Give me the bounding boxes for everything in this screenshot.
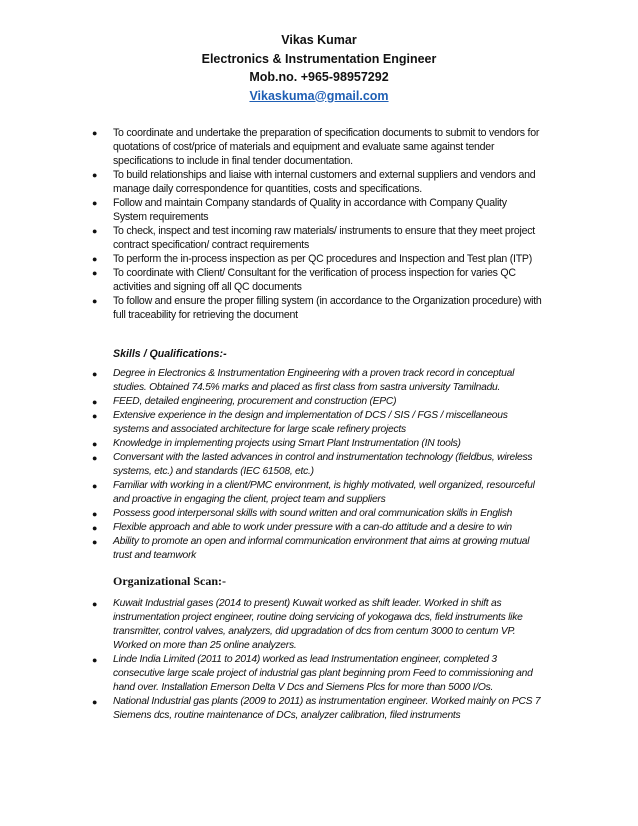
organization-item-text: Linde India Limited (2011 to 2014) worked as lead Instrumentation engineer, completed 3 consecutive large scale project of industrial gas plant beginning prom Feed to commissioning and hand over. Installation Emerson Delta V Dcs and Siemens Plcs for more than 5000 I/Os. bbox=[113, 654, 533, 693]
job-title: Electronics & Instrumentation Engineer bbox=[201, 51, 437, 66]
bullet-icon: ● bbox=[92, 411, 98, 421]
skill-item bbox=[0, 409, 543, 437]
bullet-icon: ● bbox=[92, 599, 98, 609]
email-link[interactable]: Vikaskuma@gmail.com bbox=[249, 88, 389, 103]
skill-item-text: Knowledge in implementing projects using Smart Plant Instrumentation (IN tools) bbox=[113, 438, 461, 449]
organization-item bbox=[0, 653, 543, 695]
bullet-icon: ● bbox=[92, 509, 98, 519]
bullet-icon: ● bbox=[92, 254, 98, 264]
skill-item-text: Flexible approach and able to work under pressure with a can-do attitude and a desire to win bbox=[113, 522, 512, 533]
bullet-icon: ● bbox=[92, 697, 98, 707]
skill-item-text: Ability to promote an open and informal communication environment that aims at growing mutual trust and teamwork bbox=[113, 536, 530, 561]
organizations-list bbox=[0, 597, 543, 723]
skill-item bbox=[0, 521, 543, 535]
bullet-icon: ● bbox=[92, 397, 98, 407]
skill-item-text: FEED, detailed engineering, procurement and construction (EPC) bbox=[113, 396, 397, 407]
organization-item bbox=[0, 597, 543, 653]
bullet-icon: ● bbox=[92, 537, 98, 547]
responsibility-item-text: To coordinate and undertake the preparation of specification documents to submit to vendors for quotations of cost/price of materials and equipment and evaluate same against tender specifications to include in final tender documentation. bbox=[113, 127, 540, 167]
responsibility-item bbox=[0, 252, 543, 266]
responsibility-item bbox=[0, 294, 543, 322]
responsibilities-list bbox=[0, 126, 543, 322]
bullet-icon: ● bbox=[92, 128, 98, 138]
skill-item bbox=[0, 479, 543, 507]
bullet-icon: ● bbox=[92, 655, 98, 665]
responsibility-item bbox=[0, 196, 543, 224]
skills-heading: Skills / Qualifications:- bbox=[113, 348, 227, 360]
bullet-icon: ● bbox=[92, 453, 98, 463]
skill-item-text: Extensive experience in the design and implementation of DCS / SIS / FGS / miscellaneous systems and associated architecture for large scale refinery projects bbox=[113, 410, 508, 435]
bullet-icon: ● bbox=[92, 268, 98, 278]
skill-item bbox=[0, 451, 543, 479]
skill-item bbox=[0, 507, 543, 521]
responsibility-item bbox=[0, 168, 543, 196]
responsibility-item bbox=[0, 126, 543, 168]
skill-item bbox=[0, 535, 543, 563]
bullet-icon: ● bbox=[92, 226, 98, 236]
skill-item bbox=[0, 367, 543, 395]
responsibility-item bbox=[0, 266, 543, 294]
skill-item-text: Degree in Electronics & Instrumentation Engineering with a proven track record in conceptual studies. Obtained 74.5% marks and placed as first class from sastra university Tamilnadu. bbox=[113, 368, 515, 393]
bullet-icon: ● bbox=[92, 481, 98, 491]
responsibility-item-text: To follow and ensure the proper filling system (in accordance to the Organization procedure) with full traceability for retrieving the document bbox=[113, 295, 542, 321]
mobile-number: Mob.no. +965-98957292 bbox=[249, 70, 389, 84]
organization-item-text: National Industrial gas plants (2009 to 2011) as instrumentation engineer. Worked mainly on PCS 7 Siemens dcs, routine maintenance of DCs, analyzer calibration, filed instruments bbox=[113, 696, 541, 721]
bullet-icon: ● bbox=[92, 198, 98, 208]
skill-item-text: Familiar with working in a client/PMC environment, is highly motivated, well organized, resourceful and proactive in engaging the client, project team and suppliers bbox=[113, 480, 535, 505]
responsibility-item bbox=[0, 224, 543, 252]
responsibility-item-text: To check, inspect and test incoming raw materials/ instruments to ensure that they meet project contract specification/ contract requirements bbox=[113, 225, 535, 251]
candidate-name: Vikas Kumar bbox=[281, 33, 357, 47]
bullet-icon: ● bbox=[92, 296, 98, 306]
organization-item bbox=[0, 695, 543, 723]
responsibility-item-text: To coordinate with Client/ Consultant for the verification of process inspection for varies QC activities and signing off all QC documents bbox=[113, 267, 516, 293]
organization-item-text: Kuwait Industrial gases (2014 to present) Kuwait worked as shift leader. Worked in shift as instrumentation project engineer, routine doing servicing of yokogawa dcs, field instruments like transmitter, control valves, analyzers, did upgradation of dcs from centum 3000 to centum VP. Worked on more than 25 online analyzers. bbox=[113, 598, 523, 651]
organizational-heading: Organizational Scan:- bbox=[113, 574, 226, 588]
bullet-icon: ● bbox=[92, 523, 98, 533]
resume-header bbox=[0, 31, 638, 105]
responsibility-item-text: Follow and maintain Company standards of Quality in accordance with Company Quality System requirements bbox=[113, 197, 507, 223]
bullet-icon: ● bbox=[92, 369, 98, 379]
bullet-icon: ● bbox=[92, 170, 98, 180]
skill-item bbox=[0, 437, 543, 451]
skills-list bbox=[0, 367, 543, 563]
responsibility-item-text: To build relationships and liaise with internal customers and external suppliers and vendors and manage daily correspondence for quantities, costs and specifications. bbox=[113, 169, 536, 195]
skill-item-text: Possess good interpersonal skills with sound written and oral communication skills in English bbox=[113, 508, 513, 519]
skill-item bbox=[0, 395, 543, 409]
bullet-icon: ● bbox=[92, 439, 98, 449]
responsibility-item-text: To perform the in-process inspection as per QC procedures and Inspection and Test plan (ITP) bbox=[113, 253, 533, 265]
skill-item-text: Conversant with the lasted advances in control and instrumentation technology (fieldbus, wireless systems, etc.) and standards (IEC 61508, etc.) bbox=[113, 452, 533, 477]
